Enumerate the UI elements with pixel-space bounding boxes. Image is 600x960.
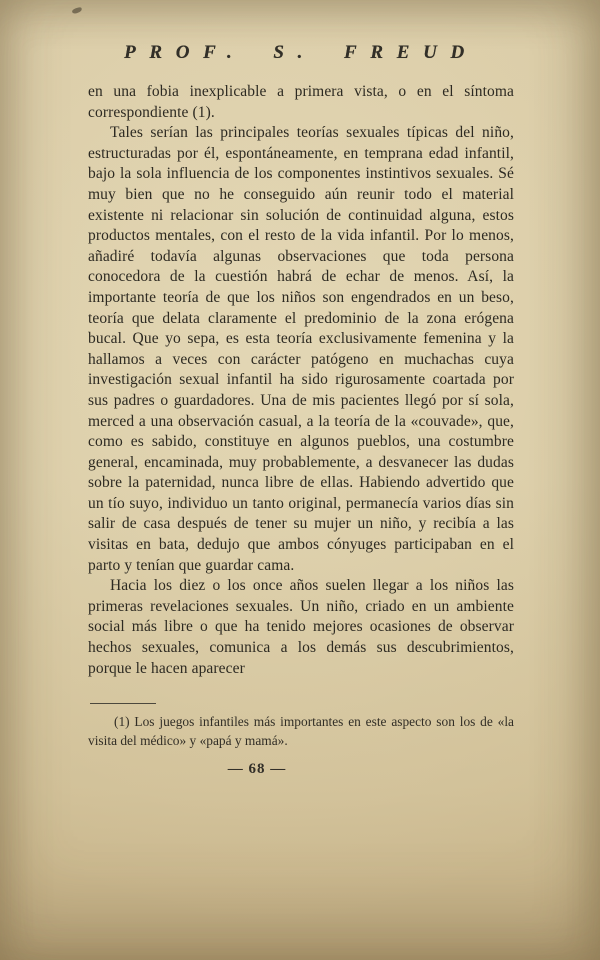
- page-body: [88, 82, 514, 679]
- paragraph: Tales serían las principales teorías sexuales típicas del niño, estructuradas por él, espontáneamente, en temprana edad infantil, bajo la sola influencia de los componentes instintivos sexuales. Sé muy bien que no he conseguido aún reunir todo el material existente ni relacionar sin solución de continuidad alguna, estos productos mentales, con el resto de la vida infantil. Por lo menos, añadiré todavía algunas observaciones que toda persona conocedora de la cuestión habrá de echar de menos. Así, la importante teoría de que los niños son engendrados en un beso, teoría que delata claramente el predominio de la zona erógena bucal. Que yo sepa, es esta teoría exclusivamente femenina y la hallamos a veces con carácter patógeno en muchachas cuya investigación sexual infantil ha sido rigurosamente coartada por sus padres o guardadores. Una de mis pacientes llegó por sí sola, merced a una observación casual, a la teoría de la «couvade», que, como es sabido, constituye en algunos pueblos, una costumbre general, encaminada, muy probablemente, a desvanecer las dudas sobre la paternidad, nunca libre de ellas. Habiendo advertido que un tío suyo, individuo un tanto original, permanecía varios días sin salir de casa después de tener su mujer un niño, y recibía a las visitas en bata, dedujo que ambos cónyuges participaban en el parto y tenían que guardar cama.: [88, 124, 514, 574]
- running-head: PROF. S. FREUD: [124, 42, 478, 63]
- paragraph: en una fobia inexplicable a primera vista, o en el síntoma correspondiente (1).: [88, 83, 514, 121]
- footnote: (1) Los juegos infantiles más importantes en este aspecto son los de «la visita del médico» y «papá y mamá».: [88, 714, 514, 748]
- scan-artifact: [71, 7, 82, 15]
- paragraph: Hacia los diez o los once años suelen llegar a los niños las primeras revelaciones sexuales. Un niño, criado en un ambiente social más libre o que ha tenido mejores ocasiones de observar hechos sexuales, comunica a los demás sus descubrimientos, porque le hacen aparecer: [88, 577, 514, 677]
- page-number: — 68 —: [227, 761, 287, 778]
- footnote-separator: [90, 703, 156, 704]
